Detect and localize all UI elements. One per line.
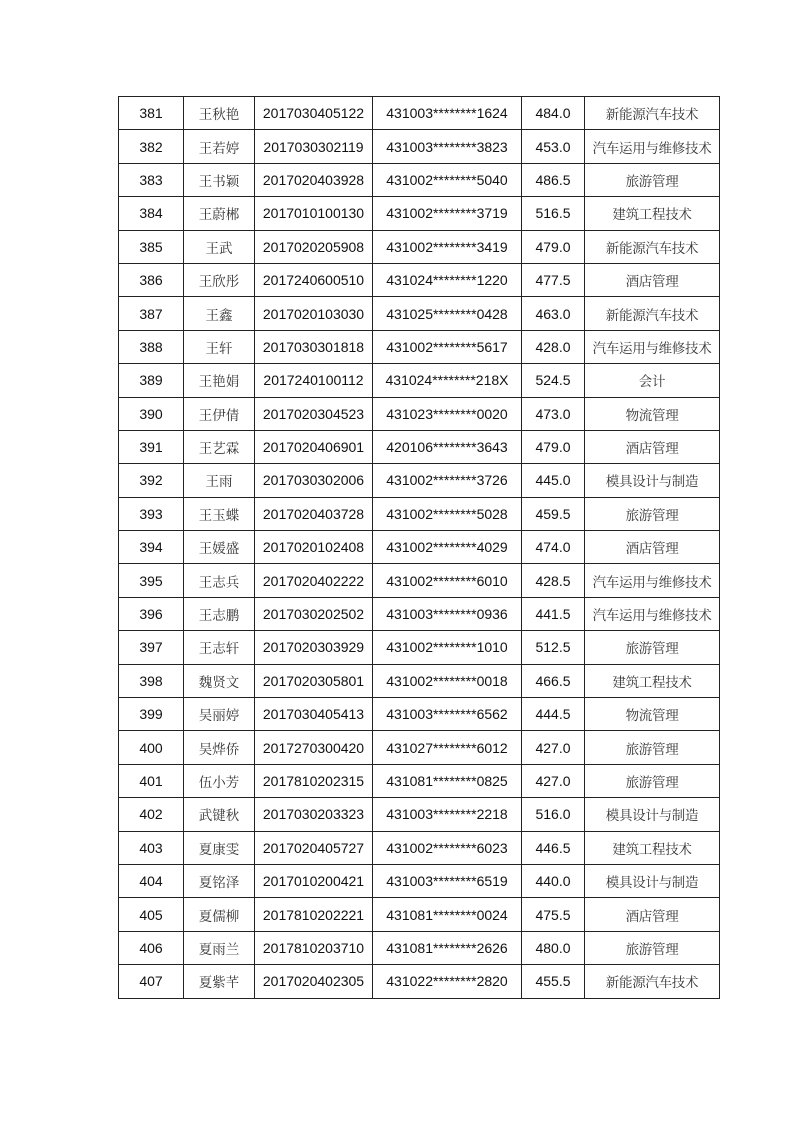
score-cell: 427.0 — [522, 764, 585, 797]
score-cell: 479.0 — [522, 430, 585, 463]
major-cell: 新能源汽车技术 — [585, 965, 720, 998]
score-cell: 512.5 — [522, 631, 585, 664]
score-cell: 453.0 — [522, 130, 585, 163]
id-card-cell: 431025********0428 — [373, 297, 522, 330]
score-cell: 428.5 — [522, 564, 585, 597]
id-card-cell: 431002********1010 — [373, 631, 522, 664]
table-row — [119, 230, 720, 263]
id-card-cell: 431003********2218 — [373, 798, 522, 831]
exam-id-cell: 2017030203323 — [255, 798, 373, 831]
table-row — [119, 163, 720, 196]
id-card-cell: 431002********5028 — [373, 497, 522, 530]
num-cell: 394 — [119, 531, 184, 564]
exam-id-cell: 2017010100130 — [255, 197, 373, 230]
score-cell: 440.0 — [522, 864, 585, 897]
score-cell: 466.5 — [522, 664, 585, 697]
num-cell: 388 — [119, 330, 184, 363]
exam-id-cell: 2017030302119 — [255, 130, 373, 163]
num-cell: 382 — [119, 130, 184, 163]
table-row — [119, 263, 720, 296]
table-row — [119, 597, 720, 630]
num-cell: 407 — [119, 965, 184, 998]
name-cell: 夏儒柳 — [184, 898, 255, 931]
id-card-cell: 431027********6012 — [373, 731, 522, 764]
table-row — [119, 531, 720, 564]
name-cell: 王武 — [184, 230, 255, 263]
major-cell: 新能源汽车技术 — [585, 297, 720, 330]
num-cell: 402 — [119, 798, 184, 831]
exam-id-cell: 2017810202221 — [255, 898, 373, 931]
id-card-cell: 431002********5617 — [373, 330, 522, 363]
id-card-cell: 431022********2820 — [373, 965, 522, 998]
num-cell: 392 — [119, 464, 184, 497]
major-cell: 建筑工程技术 — [585, 197, 720, 230]
exam-id-cell: 2017030302006 — [255, 464, 373, 497]
major-cell: 旅游管理 — [585, 497, 720, 530]
exam-id-cell: 2017030405122 — [255, 97, 373, 130]
table-row — [119, 197, 720, 230]
id-card-cell: 431081********0024 — [373, 898, 522, 931]
exam-id-cell: 2017020405727 — [255, 831, 373, 864]
major-cell: 酒店管理 — [585, 263, 720, 296]
num-cell: 401 — [119, 764, 184, 797]
id-card-cell: 431002********3419 — [373, 230, 522, 263]
name-cell: 王媛盛 — [184, 531, 255, 564]
table-row — [119, 430, 720, 463]
major-cell: 旅游管理 — [585, 163, 720, 196]
major-cell: 模具设计与制造 — [585, 864, 720, 897]
major-cell: 旅游管理 — [585, 931, 720, 964]
table-row — [119, 931, 720, 964]
name-cell: 王艳娟 — [184, 364, 255, 397]
num-cell: 389 — [119, 364, 184, 397]
name-cell: 魏贤文 — [184, 664, 255, 697]
table-row — [119, 764, 720, 797]
table-row — [119, 297, 720, 330]
name-cell: 王书颖 — [184, 163, 255, 196]
name-cell: 王志兵 — [184, 564, 255, 597]
major-cell: 建筑工程技术 — [585, 831, 720, 864]
num-cell: 391 — [119, 430, 184, 463]
name-cell: 夏铭泽 — [184, 864, 255, 897]
exam-id-cell: 2017020102408 — [255, 531, 373, 564]
major-cell: 汽车运用与维修技术 — [585, 597, 720, 630]
id-card-cell: 431024********1220 — [373, 263, 522, 296]
exam-id-cell: 2017010200421 — [255, 864, 373, 897]
exam-id-cell: 2017270300420 — [255, 731, 373, 764]
name-cell: 王轩 — [184, 330, 255, 363]
name-cell: 王玉蝶 — [184, 497, 255, 530]
score-cell: 446.5 — [522, 831, 585, 864]
table-row — [119, 965, 720, 998]
name-cell: 王秋艳 — [184, 97, 255, 130]
num-cell: 406 — [119, 931, 184, 964]
table-row — [119, 464, 720, 497]
name-cell: 王志鹏 — [184, 597, 255, 630]
num-cell: 383 — [119, 163, 184, 196]
score-cell: 459.5 — [522, 497, 585, 530]
id-card-cell: 420106********3643 — [373, 430, 522, 463]
id-card-cell: 431003********0936 — [373, 597, 522, 630]
num-cell: 381 — [119, 97, 184, 130]
num-cell: 386 — [119, 263, 184, 296]
table-row — [119, 364, 720, 397]
id-card-cell: 431023********0020 — [373, 397, 522, 430]
major-cell: 酒店管理 — [585, 898, 720, 931]
id-card-cell: 431003********6562 — [373, 698, 522, 731]
exam-id-cell: 2017240600510 — [255, 263, 373, 296]
score-cell: 455.5 — [522, 965, 585, 998]
id-card-cell: 431081********2626 — [373, 931, 522, 964]
exam-id-cell: 2017020303929 — [255, 631, 373, 664]
exam-id-cell: 2017020403728 — [255, 497, 373, 530]
name-cell: 王雨 — [184, 464, 255, 497]
num-cell: 387 — [119, 297, 184, 330]
major-cell: 旅游管理 — [585, 731, 720, 764]
num-cell: 385 — [119, 230, 184, 263]
score-cell: 477.5 — [522, 263, 585, 296]
score-cell: 484.0 — [522, 97, 585, 130]
score-cell: 486.5 — [522, 163, 585, 196]
exam-id-cell: 2017020403928 — [255, 163, 373, 196]
id-card-cell: 431003********6519 — [373, 864, 522, 897]
table-row — [119, 698, 720, 731]
id-card-cell: 431002********4029 — [373, 531, 522, 564]
score-cell: 445.0 — [522, 464, 585, 497]
exam-id-cell: 2017020305801 — [255, 664, 373, 697]
num-cell: 395 — [119, 564, 184, 597]
score-cell: 441.5 — [522, 597, 585, 630]
score-cell: 524.5 — [522, 364, 585, 397]
score-cell: 444.5 — [522, 698, 585, 731]
score-cell: 474.0 — [522, 531, 585, 564]
num-cell: 396 — [119, 597, 184, 630]
num-cell: 398 — [119, 664, 184, 697]
name-cell: 王若婷 — [184, 130, 255, 163]
exam-id-cell: 2017020402222 — [255, 564, 373, 597]
num-cell: 404 — [119, 864, 184, 897]
major-cell: 旅游管理 — [585, 631, 720, 664]
exam-id-cell: 2017810203710 — [255, 931, 373, 964]
table-row — [119, 731, 720, 764]
table-row — [119, 898, 720, 931]
table-row — [119, 497, 720, 530]
major-cell: 新能源汽车技术 — [585, 230, 720, 263]
num-cell: 390 — [119, 397, 184, 430]
exam-id-cell: 2017020406901 — [255, 430, 373, 463]
id-card-cell: 431081********0825 — [373, 764, 522, 797]
exam-id-cell: 2017030301818 — [255, 330, 373, 363]
score-cell: 480.0 — [522, 931, 585, 964]
name-cell: 王志轩 — [184, 631, 255, 664]
table-body — [119, 97, 720, 999]
major-cell: 模具设计与制造 — [585, 464, 720, 497]
major-cell: 汽车运用与维修技术 — [585, 564, 720, 597]
table-row — [119, 798, 720, 831]
num-cell: 403 — [119, 831, 184, 864]
num-cell: 393 — [119, 497, 184, 530]
table-row — [119, 631, 720, 664]
major-cell: 模具设计与制造 — [585, 798, 720, 831]
name-cell: 吴丽婷 — [184, 698, 255, 731]
score-cell: 428.0 — [522, 330, 585, 363]
major-cell: 酒店管理 — [585, 531, 720, 564]
name-cell: 王艺霖 — [184, 430, 255, 463]
name-cell: 夏雨兰 — [184, 931, 255, 964]
score-cell: 463.0 — [522, 297, 585, 330]
table-row — [119, 397, 720, 430]
major-cell: 会计 — [585, 364, 720, 397]
name-cell: 王欣彤 — [184, 263, 255, 296]
score-cell: 427.0 — [522, 731, 585, 764]
major-cell: 物流管理 — [585, 698, 720, 731]
score-cell: 475.5 — [522, 898, 585, 931]
id-card-cell: 431024********218X — [373, 364, 522, 397]
exam-id-cell: 2017030405413 — [255, 698, 373, 731]
exam-id-cell: 2017240100112 — [255, 364, 373, 397]
table-row — [119, 330, 720, 363]
id-card-cell: 431002********6023 — [373, 831, 522, 864]
name-cell: 王鑫 — [184, 297, 255, 330]
major-cell: 物流管理 — [585, 397, 720, 430]
num-cell: 397 — [119, 631, 184, 664]
table-row — [119, 564, 720, 597]
major-cell: 汽车运用与维修技术 — [585, 130, 720, 163]
exam-id-cell: 2017030202502 — [255, 597, 373, 630]
name-cell: 伍小芳 — [184, 764, 255, 797]
name-cell: 夏康雯 — [184, 831, 255, 864]
exam-id-cell: 2017810202315 — [255, 764, 373, 797]
major-cell: 建筑工程技术 — [585, 664, 720, 697]
id-card-cell: 431002********5040 — [373, 163, 522, 196]
exam-id-cell: 2017020205908 — [255, 230, 373, 263]
name-cell: 王伊倩 — [184, 397, 255, 430]
id-card-cell: 431002********3726 — [373, 464, 522, 497]
num-cell: 384 — [119, 197, 184, 230]
table-row — [119, 664, 720, 697]
name-cell: 武键秋 — [184, 798, 255, 831]
exam-id-cell: 2017020304523 — [255, 397, 373, 430]
id-card-cell: 431002********6010 — [373, 564, 522, 597]
score-cell: 473.0 — [522, 397, 585, 430]
id-card-cell: 431003********3823 — [373, 130, 522, 163]
major-cell: 新能源汽车技术 — [585, 97, 720, 130]
id-card-cell: 431002********0018 — [373, 664, 522, 697]
major-cell: 旅游管理 — [585, 764, 720, 797]
table-row — [119, 97, 720, 130]
student-list-table — [118, 96, 720, 999]
exam-id-cell: 2017020402305 — [255, 965, 373, 998]
num-cell: 400 — [119, 731, 184, 764]
id-card-cell: 431002********3719 — [373, 197, 522, 230]
score-cell: 516.0 — [522, 798, 585, 831]
exam-id-cell: 2017020103030 — [255, 297, 373, 330]
table-row — [119, 831, 720, 864]
name-cell: 夏紫芊 — [184, 965, 255, 998]
table-row — [119, 130, 720, 163]
score-cell: 516.5 — [522, 197, 585, 230]
num-cell: 399 — [119, 698, 184, 731]
name-cell: 王蔚郴 — [184, 197, 255, 230]
id-card-cell: 431003********1624 — [373, 97, 522, 130]
num-cell: 405 — [119, 898, 184, 931]
major-cell: 汽车运用与维修技术 — [585, 330, 720, 363]
name-cell: 吴烨侨 — [184, 731, 255, 764]
table-row — [119, 864, 720, 897]
score-cell: 479.0 — [522, 230, 585, 263]
major-cell: 酒店管理 — [585, 430, 720, 463]
